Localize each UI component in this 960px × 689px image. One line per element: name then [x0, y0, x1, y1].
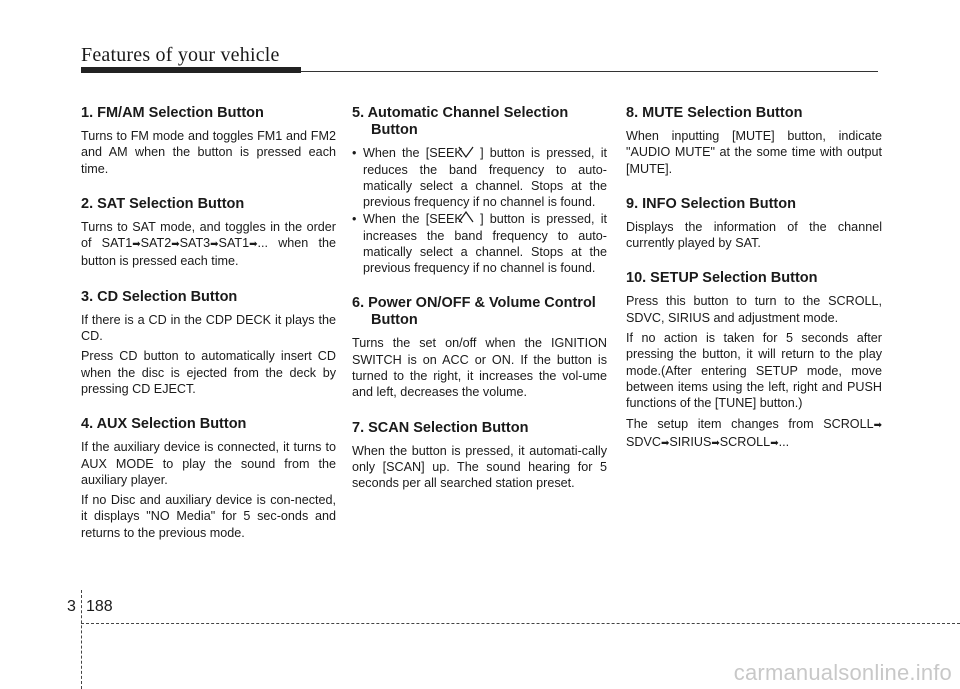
ellipsis: ...: [778, 434, 790, 449]
bullet: •: [352, 211, 357, 226]
setup-order-text: The setup item changes from SCROLL: [626, 416, 874, 431]
ellipsis: ...: [257, 236, 268, 251]
list-item: [352, 211, 607, 277]
footer-rule: [81, 623, 960, 624]
page-header-title: Features of your vehicle: [81, 44, 280, 66]
section-title: 6. Power ON/OFF & Volume Control Button: [352, 295, 596, 329]
section-power-volume: [352, 295, 607, 400]
section-text: Turns to FM mode and toggles FM1 and FM2 and AM when the button is pressed each time.: [81, 129, 336, 176]
section-title: 10. SETUP Selection Button: [626, 270, 818, 287]
section-setup: [626, 270, 882, 452]
sat-order-text: Turns to SAT mode, and toggles in the order of SAT1: [81, 219, 336, 251]
column-3: [626, 105, 882, 471]
section-title: 8. MUTE Selection Button: [626, 105, 803, 121]
section-text: Turns the set on/off when the IGNITION SWITCH is on ACC or ON. If the button is turned to the right, it increases the vol-ume and left, decreases the volume.: [352, 336, 607, 400]
section-seek: [352, 105, 607, 276]
right-arrow-icon: ➡: [210, 239, 219, 251]
chapter-number: 3: [67, 598, 76, 615]
watermark: carmanualsonline.info: [733, 660, 952, 685]
right-arrow-icon: ➡: [711, 437, 720, 449]
section-text: Press this button to turn to the SCROLL, SDVC, SIRIUS and adjustment mode.: [626, 294, 882, 325]
section-text: Displays the information of the channel currently played by SAT.: [626, 219, 882, 251]
seek-text-post: ] button is pressed, it reduces the band frequency to auto-matically select a channel. Stops at the previous frequency if no channel is found.: [363, 146, 607, 210]
sdvc-label: SDVC: [626, 434, 661, 449]
section-text: If no Disc and auxiliary device is con-nected, it displays "NO Media" for 5 sec-onds and returns to the previous mode.: [81, 493, 336, 540]
section-title: 2. SAT Selection Button: [81, 195, 245, 212]
section-title: 9. INFO Selection Button: [626, 195, 796, 212]
page-number: 188: [86, 598, 113, 615]
header-bar: [81, 67, 301, 73]
section-text: [626, 416, 882, 453]
section-text: When inputting [MUTE] button, indicate "AUDIO MUTE" at the some time with output [MUTE].: [626, 129, 882, 176]
right-arrow-icon: ➡: [132, 239, 141, 251]
right-arrow-icon: ➡: [661, 437, 670, 449]
seek-list: [352, 145, 607, 276]
column-1: [81, 105, 336, 560]
sat-order-tail: when the button is pressed each time.: [81, 236, 336, 269]
section-text: If no action is taken for 5 seconds after pressing the button, it will return to the play mode.(After entering SETUP mode, move between items using the left, right and PUSH functions of the [TUNE] button.): [626, 331, 882, 411]
section-title: 3. CD Selection Button: [81, 288, 238, 305]
section-aux: [81, 416, 336, 541]
section-title: 7. SCAN Selection Button: [352, 419, 529, 436]
header-rule: [301, 71, 878, 72]
scroll-label: SCROLL: [719, 434, 771, 449]
section-mute: [626, 105, 882, 177]
list-item: [352, 145, 607, 211]
section-text: If the auxiliary device is connected, it turns to AUX MODE to play the sound from the auxiliary player.: [81, 440, 336, 487]
right-arrow-icon: ➡: [249, 239, 258, 251]
section-info: [626, 196, 882, 252]
right-arrow-icon: ➡: [770, 437, 779, 449]
section-cd: [81, 289, 336, 397]
section-text: Press CD button to automatically insert CD when the disc is ejected from the deck by pressing CD EJECT.: [81, 349, 336, 396]
sirius-label: SIRIUS: [669, 434, 712, 449]
section-sat: [81, 196, 336, 270]
right-arrow-icon: ➡: [873, 419, 882, 431]
section-title: 4. AUX Selection Button: [81, 416, 247, 433]
footer-divider: [81, 590, 82, 689]
right-arrow-icon: ➡: [171, 239, 180, 251]
section-title: 1. FM/AM Selection Button: [81, 105, 264, 121]
section-text: When the button is pressed, it automati-cally only [SCAN] up. The sound hearing for 5 seconds per all searched station preset.: [352, 443, 607, 491]
seek-text-pre: When the [SEEK: [363, 146, 469, 160]
sat3-label: SAT3: [179, 236, 211, 251]
sat2-label: SAT2: [140, 236, 172, 251]
section-fm-am: [81, 105, 336, 177]
section-scan: [352, 420, 607, 492]
section-text: If there is a CD in the CDP DECK it plays the CD.: [81, 312, 336, 344]
seek-text-post: ] button is pressed, it increases the band frequency to auto-matically select a channel. Stops at the previous frequency if no channel is found.: [363, 211, 607, 276]
seek-text-pre: When the [SEEK: [363, 211, 469, 226]
section-title: 5. Automatic Channel Selection Button: [352, 105, 569, 138]
section-text: [81, 219, 336, 270]
bullet: •: [352, 146, 357, 160]
sat1-label: SAT1: [218, 236, 250, 251]
column-2: [352, 105, 607, 510]
